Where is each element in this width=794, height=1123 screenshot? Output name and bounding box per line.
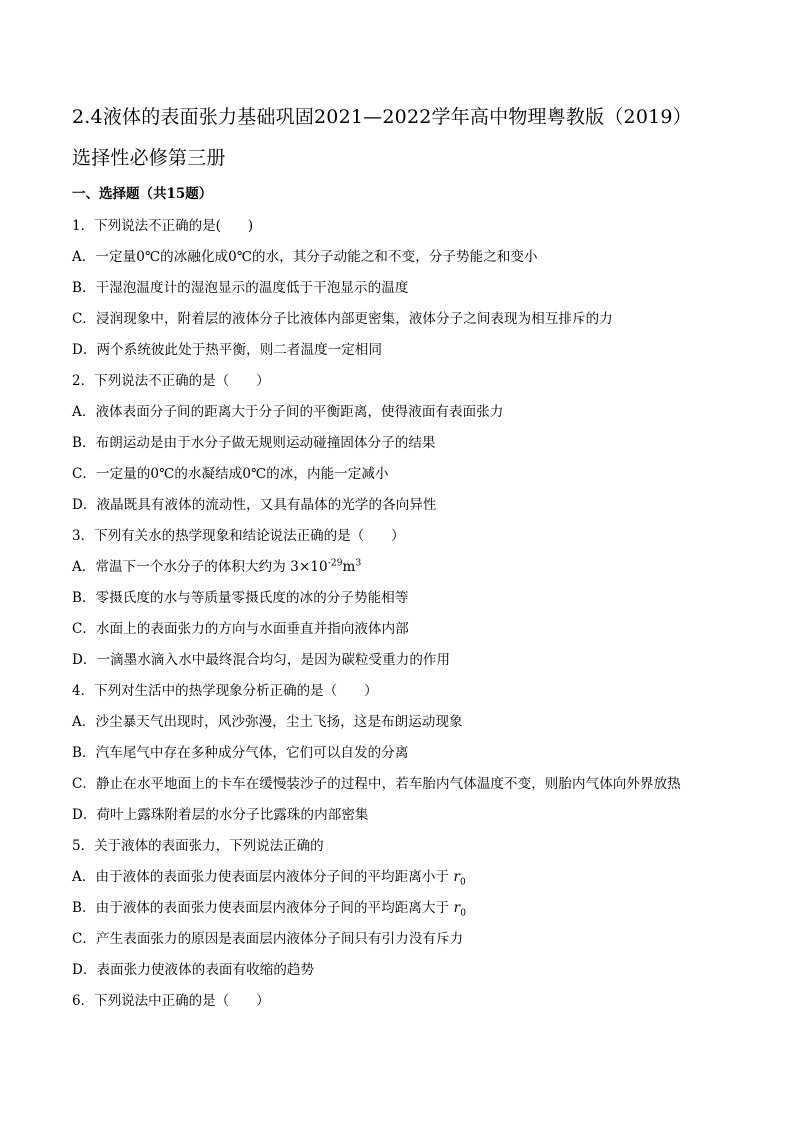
question-stem: 2．下列说法不正确的是（ ）: [72, 373, 270, 389]
r-symbol: r: [453, 869, 461, 885]
formula-exponent: -29: [327, 558, 343, 569]
r0-symbol: [453, 869, 466, 888]
r-subscript: 0: [460, 908, 467, 919]
option-a: [72, 867, 772, 887]
option-b: B．布朗运动是由于水分子做无规则运动碰撞固体分子的结果: [72, 435, 436, 451]
question-stem: 1．下列说法不正确的是( ): [72, 218, 254, 234]
option-a: [72, 557, 772, 577]
option-d: D．两个系统彼此处于热平衡，则二者温度一定相同: [72, 342, 383, 358]
question-stem: 5．关于液体的表面张力，下列说法正确的: [72, 838, 324, 854]
option-c: C．一定量的0℃的水凝结成0℃的冰，内能一定减小: [72, 466, 389, 482]
option-c: C．水面上的表面张力的方向与水面垂直并指向液体内部: [72, 621, 409, 637]
r0-symbol: [453, 900, 467, 919]
formula-unit-exponent: 3: [355, 558, 362, 569]
formula-unit: m: [342, 559, 356, 575]
option-a: A．液体表面分子间的距离大于分子间的平衡距离，使得液面有表面张力: [72, 404, 504, 420]
r-symbol: r: [453, 900, 461, 916]
option-d: D．一滴墨水滴入水中最终混合均匀，是因为碳粒受重力的作用: [72, 652, 451, 668]
option-b: [72, 898, 772, 918]
option-b: B．零摄氏度的水与等质量零摄氏度的冰的分子势能相等: [72, 590, 409, 606]
option-a: A．一定量0℃的冰融化成0℃的水，其分子动能之和不变，分子势能之和变小: [72, 249, 538, 265]
document-title-line-2: 选择性必修第三册: [72, 147, 226, 169]
option-b: B．干湿泡温度计的湿泡显示的温度低于干泡显示的温度: [72, 280, 409, 296]
formula-base: 3×10: [290, 559, 328, 575]
option-d: D．液晶既具有液体的流动性，又具有晶体的光学的各向异性: [72, 497, 437, 513]
option-b: B．汽车尾气中存在多种成分气体，它们可以自发的分离: [72, 745, 409, 761]
volume-formula: [290, 559, 361, 575]
question-stem: 6．下列说法中正确的是（ ）: [72, 993, 270, 1009]
option-c: C．产生表面张力的原因是表面层内液体分子间只有引力没有斥力: [72, 931, 464, 947]
question-stem: 4．下列对生活中的热学现象分析正确的是（ ）: [72, 683, 378, 699]
option-a: A．沙尘暴天气出现时，风沙弥漫，尘土飞扬，这是布朗运动现象: [72, 714, 463, 730]
option-c: C．静止在水平地面上的卡车在缓慢装沙子的过程中，若车胎内气体温度不变，则胎内气体向外界放热: [72, 776, 681, 792]
document-title-line-1: 2.4液体的表面张力基础巩固2021—2022学年高中物理粤教版（2019）: [72, 106, 692, 128]
option-a-text: A．由于液体的表面张力使表面层内液体分子间的平均距离小于: [72, 869, 450, 885]
section-heading: 一、选择题（共15题）: [72, 186, 213, 202]
r-subscript: 0: [460, 877, 466, 888]
option-b-text: B．由于液体的表面张力使表面层内液体分子间的平均距离大于: [72, 900, 450, 916]
option-d: D．荷叶上露珠附着层的水分子比露珠的内部密集: [72, 807, 369, 823]
question-stem: 3．下列有关水的热学现象和结论说法正确的是（ ）: [72, 528, 405, 544]
option-d: D．表面张力使液体的表面有收缩的趋势: [72, 962, 315, 978]
option-c: C．浸润现象中，附着层的液体分子比液体内部更密集，液体分子之间表现为相互排斥的力: [72, 311, 613, 327]
option-a-text: A．常温下一个水分子的体积大约为: [72, 559, 286, 575]
